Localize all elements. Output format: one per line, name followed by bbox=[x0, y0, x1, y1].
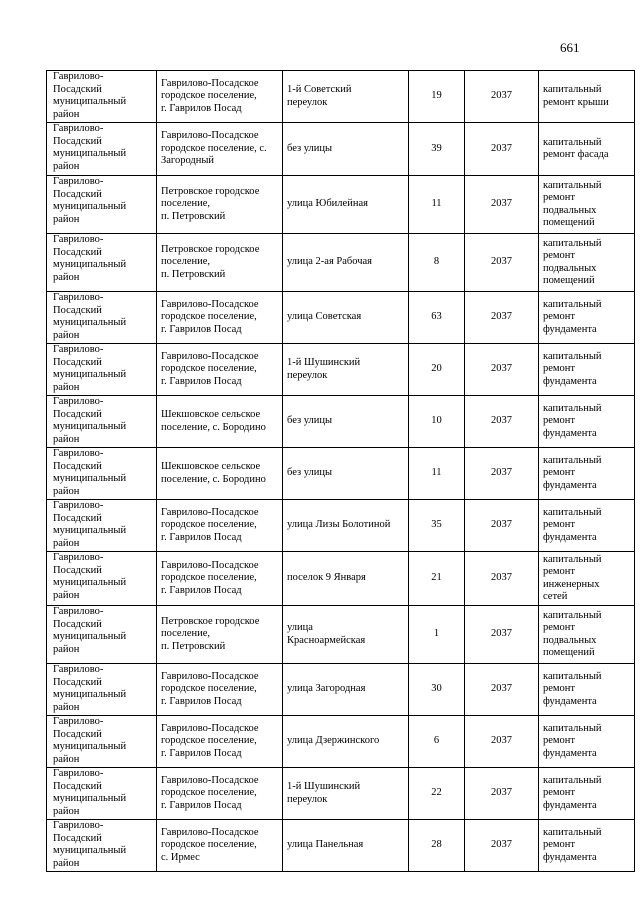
table-row bbox=[47, 396, 635, 448]
district-text: Гаврилово- Посадский муниципальный район bbox=[53, 500, 127, 549]
house-number-text: 63 bbox=[431, 311, 442, 323]
page-number: 661 bbox=[560, 40, 580, 55]
street-cell bbox=[283, 606, 409, 664]
table-row bbox=[47, 606, 635, 664]
street-cell bbox=[283, 396, 409, 448]
work-type-text: капитальный ремонт фундамента bbox=[543, 350, 602, 387]
work-type-cell bbox=[539, 234, 635, 292]
street-text: 1-й Шушинский переулок bbox=[287, 357, 361, 381]
settlement-text: Гаврилово-Посадское городское поселение, г. Гаврилов Посад bbox=[161, 298, 259, 335]
house-number-text: 8 bbox=[433, 256, 440, 268]
house-number-cell bbox=[409, 552, 465, 606]
year-cell bbox=[465, 820, 539, 872]
table-row bbox=[47, 176, 635, 234]
street-text: без улицы bbox=[287, 142, 333, 154]
house-number-text: 6 bbox=[433, 735, 440, 747]
house-number-cell bbox=[409, 716, 465, 768]
street-cell bbox=[283, 176, 409, 234]
table-row bbox=[47, 768, 635, 820]
work-type-cell bbox=[539, 123, 635, 176]
table-row bbox=[47, 552, 635, 606]
settlement-cell bbox=[157, 716, 283, 768]
house-number-cell bbox=[409, 500, 465, 552]
street-cell bbox=[283, 123, 409, 176]
street-cell bbox=[283, 292, 409, 344]
work-type-cell bbox=[539, 344, 635, 396]
house-number-text: 19 bbox=[431, 90, 442, 102]
house-number-text: 1 bbox=[433, 628, 440, 640]
street-text: улица Дзержинского bbox=[287, 735, 380, 747]
work-type-cell bbox=[539, 396, 635, 448]
district-cell bbox=[47, 606, 157, 664]
district-text: Гаврилово- Посадский муниципальный район bbox=[53, 606, 127, 655]
street-cell bbox=[283, 71, 409, 123]
district-cell bbox=[47, 71, 157, 123]
year-text: 2037 bbox=[491, 572, 512, 584]
settlement-text: Гаврилово-Посадское городское поселение, г. Гаврилов Посад bbox=[161, 506, 259, 543]
district-text: Гаврилово- Посадский муниципальный район bbox=[53, 448, 127, 497]
year-text: 2037 bbox=[491, 787, 512, 799]
settlement-cell bbox=[157, 664, 283, 716]
work-type-text: капитальный ремонт фундамента bbox=[543, 774, 602, 811]
settlement-cell bbox=[157, 552, 283, 606]
house-number-cell bbox=[409, 292, 465, 344]
work-type-text: капитальный ремонт инженерных сетей bbox=[543, 553, 602, 602]
table-row bbox=[47, 292, 635, 344]
settlement-text: Петровское городское поселение, п. Петровский bbox=[161, 185, 260, 222]
district-text: Гаврилово- Посадский муниципальный район bbox=[53, 768, 127, 817]
settlement-cell bbox=[157, 396, 283, 448]
district-text: Гаврилово- Посадский муниципальный район bbox=[53, 716, 127, 765]
street-cell bbox=[283, 664, 409, 716]
year-text: 2037 bbox=[491, 311, 512, 323]
house-number-cell bbox=[409, 448, 465, 500]
year-cell bbox=[465, 500, 539, 552]
settlement-text: Петровское городское поселение, п. Петровский bbox=[161, 615, 260, 652]
settlement-cell bbox=[157, 820, 283, 872]
work-type-cell bbox=[539, 71, 635, 123]
year-cell bbox=[465, 176, 539, 234]
house-number-text: 11 bbox=[431, 198, 442, 210]
district-text: Гаврилово- Посадский муниципальный район bbox=[53, 292, 127, 341]
year-text: 2037 bbox=[491, 519, 512, 531]
house-number-text: 11 bbox=[431, 467, 442, 479]
street-text: без улицы bbox=[287, 415, 333, 427]
year-text: 2037 bbox=[491, 256, 512, 268]
house-number-text: 22 bbox=[431, 787, 442, 799]
work-type-text: капитальный ремонт фундамента bbox=[543, 454, 602, 491]
street-text: улица Красноармейская bbox=[287, 622, 366, 646]
work-type-text: капитальный ремонт подвальных помещений bbox=[543, 179, 602, 228]
district-cell bbox=[47, 448, 157, 500]
table-row bbox=[47, 71, 635, 123]
work-type-text: капитальный ремонт подвальных помещений bbox=[543, 609, 602, 658]
work-type-text: капитальный ремонт фасада bbox=[543, 136, 609, 160]
street-cell bbox=[283, 820, 409, 872]
year-text: 2037 bbox=[491, 628, 512, 640]
settlement-cell bbox=[157, 71, 283, 123]
work-type-cell bbox=[539, 552, 635, 606]
year-cell bbox=[465, 71, 539, 123]
settlement-text: Гаврилово-Посадское городское поселение, г. Гаврилов Посад bbox=[161, 350, 259, 387]
street-text: улица Юбилейная bbox=[287, 198, 368, 210]
settlement-cell bbox=[157, 500, 283, 552]
settlement-text: Гаврилово-Посадское городское поселение, г. Гаврилов Посад bbox=[161, 559, 259, 596]
work-type-cell bbox=[539, 292, 635, 344]
settlement-text: Гаврилово-Посадское городское поселение, г. Гаврилов Посад bbox=[161, 722, 259, 759]
district-cell bbox=[47, 500, 157, 552]
district-cell bbox=[47, 176, 157, 234]
table-row bbox=[47, 448, 635, 500]
year-cell bbox=[465, 716, 539, 768]
district-cell bbox=[47, 552, 157, 606]
settlement-text: Гаврилово-Посадское городское поселение, г. Гаврилов Посад bbox=[161, 774, 259, 811]
house-number-cell bbox=[409, 820, 465, 872]
settlement-cell bbox=[157, 176, 283, 234]
street-cell bbox=[283, 448, 409, 500]
year-cell bbox=[465, 448, 539, 500]
year-cell bbox=[465, 344, 539, 396]
house-number-text: 10 bbox=[431, 415, 442, 427]
work-type-text: капитальный ремонт фундамента bbox=[543, 298, 602, 335]
year-cell bbox=[465, 552, 539, 606]
street-text: улица 2-ая Рабочая bbox=[287, 256, 373, 268]
work-type-cell bbox=[539, 716, 635, 768]
street-text: без улицы bbox=[287, 467, 333, 479]
house-number-text: 39 bbox=[431, 142, 442, 154]
district-text: Гаврилово- Посадский муниципальный район bbox=[53, 71, 127, 120]
year-cell bbox=[465, 664, 539, 716]
street-text: 1-й Шушинский переулок bbox=[287, 781, 361, 805]
district-cell bbox=[47, 396, 157, 448]
year-text: 2037 bbox=[491, 142, 512, 154]
district-text: Гаврилово- Посадский муниципальный район bbox=[53, 344, 127, 393]
house-number-cell bbox=[409, 123, 465, 176]
settlement-text: Шекшовское сельское поселение, с. Бородино bbox=[161, 461, 266, 485]
work-type-cell bbox=[539, 606, 635, 664]
work-type-text: капитальный ремонт крыши bbox=[543, 84, 609, 108]
year-text: 2037 bbox=[491, 415, 512, 427]
house-number-cell bbox=[409, 344, 465, 396]
house-number-text: 35 bbox=[431, 519, 442, 531]
district-text: Гаврилово- Посадский муниципальный район bbox=[53, 664, 127, 713]
repair-schedule-table bbox=[46, 70, 635, 872]
house-number-cell bbox=[409, 768, 465, 820]
work-type-cell bbox=[539, 448, 635, 500]
street-text: улица Советская bbox=[287, 311, 362, 323]
work-type-text: капитальный ремонт фундамента bbox=[543, 670, 602, 707]
street-text: 1-й Советский переулок bbox=[287, 84, 352, 108]
work-type-text: капитальный ремонт фундамента bbox=[543, 506, 602, 543]
table-body bbox=[47, 71, 635, 872]
year-text: 2037 bbox=[491, 839, 512, 851]
settlement-text: Гаврилово-Посадское городское поселение, г. Гаврилов Посад bbox=[161, 77, 259, 114]
table-row bbox=[47, 820, 635, 872]
house-number-text: 30 bbox=[431, 683, 442, 695]
settlement-cell bbox=[157, 123, 283, 176]
district-text: Гаврилово- Посадский муниципальный район bbox=[53, 176, 127, 225]
year-text: 2037 bbox=[491, 683, 512, 695]
house-number-text: 21 bbox=[431, 572, 442, 584]
settlement-text: Петровское городское поселение, п. Петровский bbox=[161, 243, 260, 280]
district-text: Гаврилово- Посадский муниципальный район bbox=[53, 820, 127, 869]
work-type-cell bbox=[539, 500, 635, 552]
work-type-text: капитальный ремонт подвальных помещений bbox=[543, 237, 602, 286]
district-cell bbox=[47, 344, 157, 396]
street-text: улица Панельная bbox=[287, 839, 364, 851]
year-text: 2037 bbox=[491, 363, 512, 375]
street-cell bbox=[283, 716, 409, 768]
house-number-cell bbox=[409, 176, 465, 234]
work-type-cell bbox=[539, 768, 635, 820]
street-cell bbox=[283, 234, 409, 292]
district-text: Гаврилово- Посадский муниципальный район bbox=[53, 123, 127, 172]
house-number-text: 20 bbox=[431, 363, 442, 375]
year-cell bbox=[465, 123, 539, 176]
year-cell bbox=[465, 768, 539, 820]
district-cell bbox=[47, 820, 157, 872]
house-number-text: 28 bbox=[431, 839, 442, 851]
table-row bbox=[47, 234, 635, 292]
district-cell bbox=[47, 123, 157, 176]
settlement-text: Шекшовское сельское поселение, с. Бородино bbox=[161, 409, 266, 433]
district-cell bbox=[47, 234, 157, 292]
year-text: 2037 bbox=[491, 198, 512, 210]
district-cell bbox=[47, 768, 157, 820]
settlement-text: Гаврилово-Посадское городское поселение, г. Гаврилов Посад bbox=[161, 670, 259, 707]
table-row bbox=[47, 344, 635, 396]
settlement-cell bbox=[157, 768, 283, 820]
work-type-cell bbox=[539, 176, 635, 234]
year-text: 2037 bbox=[491, 467, 512, 479]
table-row bbox=[47, 716, 635, 768]
district-text: Гаврилово- Посадский муниципальный район bbox=[53, 396, 127, 445]
table-row bbox=[47, 123, 635, 176]
work-type-cell bbox=[539, 820, 635, 872]
district-cell bbox=[47, 664, 157, 716]
settlement-cell bbox=[157, 234, 283, 292]
street-text: поселок 9 Января bbox=[287, 572, 366, 584]
district-cell bbox=[47, 716, 157, 768]
street-text: улица Загородная bbox=[287, 683, 366, 695]
district-text: Гаврилово- Посадский муниципальный район bbox=[53, 234, 127, 283]
table-row bbox=[47, 500, 635, 552]
year-text: 2037 bbox=[491, 735, 512, 747]
house-number-cell bbox=[409, 606, 465, 664]
settlement-cell bbox=[157, 448, 283, 500]
settlement-text: Гаврилово-Посадское городское поселение, с. Загородный bbox=[161, 130, 267, 167]
street-cell bbox=[283, 344, 409, 396]
work-type-text: капитальный ремонт фундамента bbox=[543, 402, 602, 439]
year-cell bbox=[465, 396, 539, 448]
street-cell bbox=[283, 552, 409, 606]
settlement-cell bbox=[157, 606, 283, 664]
house-number-cell bbox=[409, 71, 465, 123]
settlement-text: Гаврилово-Посадское городское поселение, с. Ирмес bbox=[161, 826, 259, 863]
house-number-cell bbox=[409, 396, 465, 448]
year-cell bbox=[465, 606, 539, 664]
settlement-cell bbox=[157, 292, 283, 344]
year-cell bbox=[465, 234, 539, 292]
street-text: улица Лизы Болотиной bbox=[287, 519, 391, 531]
district-cell bbox=[47, 292, 157, 344]
house-number-cell bbox=[409, 664, 465, 716]
street-cell bbox=[283, 500, 409, 552]
settlement-cell bbox=[157, 344, 283, 396]
street-cell bbox=[283, 768, 409, 820]
table-row bbox=[47, 664, 635, 716]
house-number-cell bbox=[409, 234, 465, 292]
year-text: 2037 bbox=[491, 90, 512, 102]
work-type-cell bbox=[539, 664, 635, 716]
district-text: Гаврилово- Посадский муниципальный район bbox=[53, 552, 127, 601]
work-type-text: капитальный ремонт фундамента bbox=[543, 826, 602, 863]
year-cell bbox=[465, 292, 539, 344]
work-type-text: капитальный ремонт фундамента bbox=[543, 722, 602, 759]
